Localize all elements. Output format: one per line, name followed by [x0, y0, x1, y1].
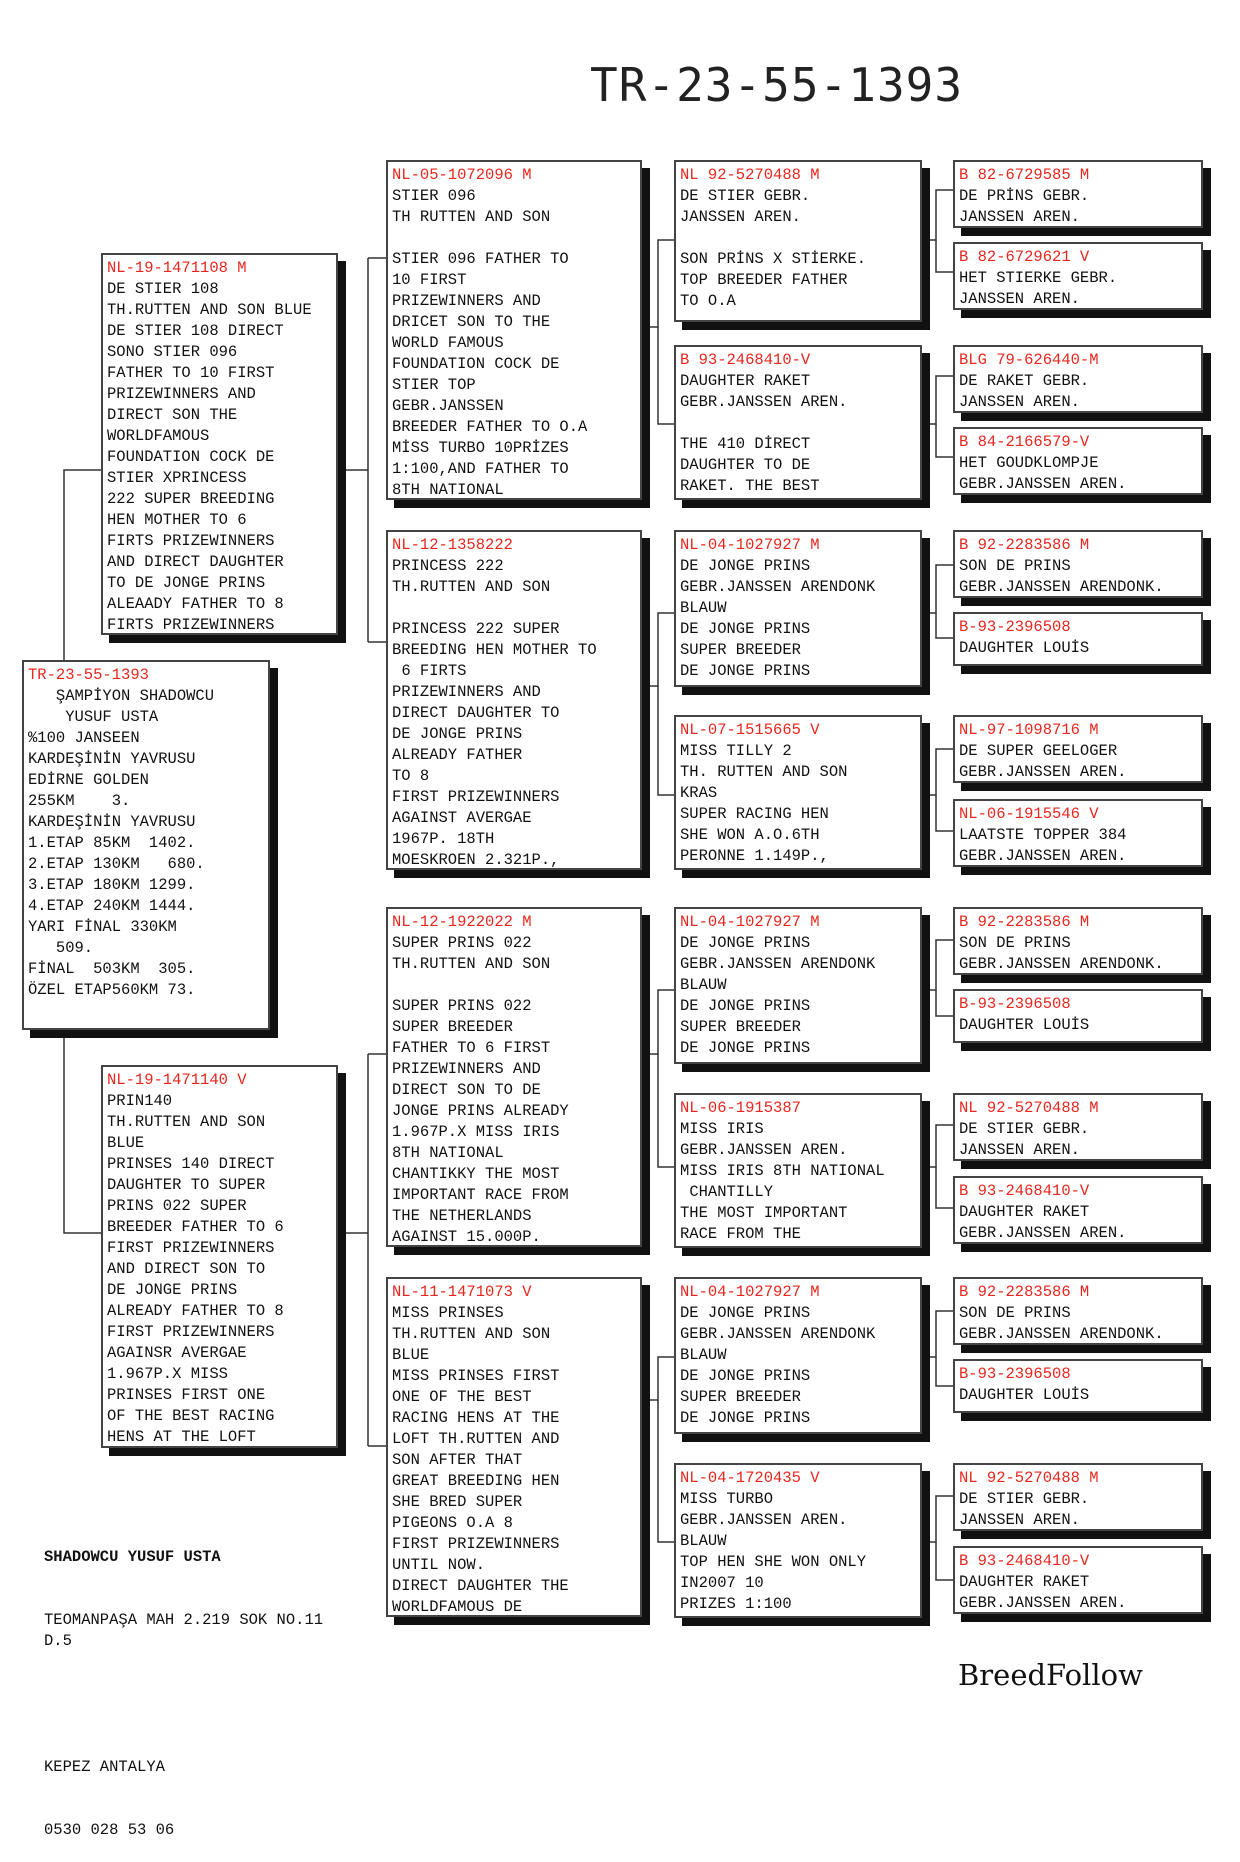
great-grandparent-ring-id: B 93-2468410-V	[680, 351, 811, 369]
gggp-card	[953, 160, 1203, 228]
grandparent-notes: MISS PRINSES TH.RUTTEN AND SON BLUE MISS PRINSES FIRST ONE OF THE BEST RACING HENS AT THE LOFT TH.RUTTEN AND SON AFTER THAT GREAT BREEDING HEN SHE BRED SUPER PIGEONS O.A 8 FIRST PRIZEWINNERS UNTIL NOW. DIRECT DAUGHTER THE WORLDFAMOUS DE	[392, 1304, 569, 1616]
grandparent-card	[386, 160, 642, 500]
gggp-notes: HET STIERKE GEBR. JANSSEN AREN.	[959, 269, 1118, 308]
gggp-notes: DE STIER GEBR. JANSSEN AREN.	[959, 1120, 1090, 1159]
great-grandparent-card	[674, 160, 922, 322]
great-grandparent-notes: MISS IRIS GEBR.JANSSEN AREN. MISS IRIS 8TH NATIONAL CHANTILLY THE MOST IMPORTANT RACE FROM THE	[680, 1120, 885, 1243]
owner-phone: 0530 028 53 06	[44, 1821, 175, 1839]
gggp-card	[953, 1277, 1203, 1345]
gggp-ring-id: B 93-2468410-V	[959, 1182, 1090, 1200]
gggp-notes: DAUGHTER LOUİS	[959, 1016, 1090, 1034]
gggp-ring-id: NL-97-1098716 M	[959, 721, 1099, 739]
great-grandparent-ring-id: NL-04-1027927 M	[680, 536, 820, 554]
gggp-card	[953, 1463, 1203, 1531]
gggp-card	[953, 242, 1203, 310]
owner-info	[44, 1505, 374, 1862]
sire-notes: DE STIER 108 TH.RUTTEN AND SON BLUE DE STIER 108 DIRECT SONO STIER 096 FATHER TO 10 FIRST PRIZEWINNERS AND DIRECT SON THE WORLDFAMOUS FOUNDATION COCK DE STIER XPRINCESS 222 SUPER BREEDING HEN MOTHER TO 6 FIRTS PRIZEWINNERS AND DIRECT DAUGHTER TO DE JONGE PRINS ALEAADY FATHER TO 8 FIRTS PRIZEWINNERS	[107, 280, 312, 634]
gggp-notes: DE SUPER GEELOGER GEBR.JANSSEN AREN.	[959, 742, 1127, 781]
gggp-ring-id: BLG 79-626440-M	[959, 351, 1099, 369]
gggp-ring-id: B 92-2283586 M	[959, 913, 1090, 931]
great-grandparent-notes: DAUGHTER RAKET GEBR.JANSSEN AREN. THE 410 DİRECT DAUGHTER TO DE RAKET. THE BEST	[680, 372, 848, 495]
gggp-notes: DE PRİNS GEBR. JANSSEN AREN.	[959, 187, 1090, 226]
gggp-ring-id: NL-06-1915546 V	[959, 805, 1099, 823]
gggp-ring-id: B 92-2283586 M	[959, 536, 1090, 554]
great-grandparent-ring-id: NL-04-1027927 M	[680, 913, 820, 931]
gggp-notes: DAUGHTER RAKET GEBR.JANSSEN AREN.	[959, 1203, 1127, 1242]
grandparent-ring-id: NL-11-1471073 V	[392, 1283, 532, 1301]
great-grandparent-notes: MISS TURBO GEBR.JANSSEN AREN. BLAUW TOP HEN SHE WON ONLY IN2007 10 PRIZES 1:100	[680, 1490, 867, 1613]
gggp-ring-id: NL 92-5270488 M	[959, 1099, 1099, 1117]
sire-card	[101, 253, 338, 635]
grandparent-card	[386, 907, 642, 1247]
great-grandparent-card	[674, 907, 922, 1064]
gggp-card	[953, 715, 1203, 783]
great-grandparent-notes: MISS TILLY 2 TH. RUTTEN AND SON KRAS SUPER RACING HEN SHE WON A.O.6TH PERONNE 1.149P.,	[680, 742, 848, 865]
great-grandparent-ring-id: NL-06-1915387	[680, 1099, 801, 1117]
dam-ring-id: NL-19-1471140 V	[107, 1071, 247, 1089]
grandparent-card	[386, 1277, 642, 1617]
grandparent-notes: STIER 096 TH RUTTEN AND SON STIER 096 FATHER TO 10 FIRST PRIZEWINNERS AND DRICET SON TO THE WORLD FAMOUS FOUNDATION COCK DE STIER TOP GEBR.JANSSEN BREEDER FATHER TO O.A MİSS TURBO 10PRİZES 1:100,AND FATHER TO 8TH NATIONAL	[392, 187, 588, 499]
grandparent-ring-id: NL-12-1358222	[392, 536, 513, 554]
gggp-card	[953, 1093, 1203, 1161]
great-grandparent-notes: DE STIER GEBR. JANSSEN AREN. SON PRİNS X STİERKE. TOP BREEDER FATHER TO O.A	[680, 187, 867, 310]
great-grandparent-card	[674, 530, 922, 687]
gggp-ring-id: B 82-6729621 V	[959, 248, 1090, 266]
great-grandparent-notes: DE JONGE PRINS GEBR.JANSSEN ARENDONK BLAUW DE JONGE PRINS SUPER BREEDER DE JONGE PRINS	[680, 557, 876, 680]
great-grandparent-ring-id: NL-04-1027927 M	[680, 1283, 820, 1301]
gggp-ring-id: B 84-2166579-V	[959, 433, 1090, 451]
gggp-card	[953, 345, 1203, 413]
gggp-card	[953, 427, 1203, 495]
dam-notes: PRIN140 TH.RUTTEN AND SON BLUE PRINSES 140 DIRECT DAUGHTER TO SUPER PRINS 022 SUPER BREEDER FATHER TO 6 FIRST PRIZEWINNERS AND DIRECT SON TO DE JONGE PRINS ALREADY FATHER TO 8 FIRST PRIZEWINNERS AGAINSR AVERGAE 1.967P.X MISS PRINSES FIRST ONE OF THE BEST RACING HENS AT THE LOFT	[107, 1092, 284, 1446]
great-grandparent-card	[674, 1093, 922, 1248]
dam-card	[101, 1065, 338, 1448]
gggp-notes: DAUGHTER LOUİS	[959, 1386, 1090, 1404]
great-grandparent-card	[674, 1463, 922, 1618]
gggp-card	[953, 1176, 1203, 1244]
gggp-card	[953, 530, 1203, 598]
great-grandparent-card	[674, 715, 922, 870]
gggp-ring-id: B-93-2396508	[959, 995, 1071, 1013]
grandparent-notes: PRINCESS 222 TH.RUTTEN AND SON PRINCESS 222 SUPER BREEDING HEN MOTHER TO 6 FIRTS PRIZEWINNERS AND DIRECT DAUGHTER TO DE JONGE PRINS ALREADY FATHER TO 8 FIRST PRIZEWINNERS AGAINST AVERGAE 1967P. 18TH MOESKROEN 2.321P.,	[392, 557, 597, 869]
gggp-notes: DE RAKET GEBR. JANSSEN AREN.	[959, 372, 1090, 411]
owner-address: TEOMANPAŞA MAH 2.219 SOK NO.11 D.5	[44, 1611, 324, 1650]
gggp-card	[953, 799, 1203, 867]
gggp-ring-id: NL 92-5270488 M	[959, 1469, 1099, 1487]
gggp-card	[953, 1359, 1203, 1413]
great-grandparent-notes: DE JONGE PRINS GEBR.JANSSEN ARENDONK BLAUW DE JONGE PRINS SUPER BREEDER DE JONGE PRINS	[680, 934, 876, 1057]
gggp-card	[953, 989, 1203, 1043]
great-grandparent-card	[674, 345, 922, 500]
gggp-notes: DE STIER GEBR. JANSSEN AREN.	[959, 1490, 1090, 1529]
owner-name: SHADOWCU YUSUF USTA	[44, 1548, 221, 1566]
gggp-notes: DAUGHTER RAKET GEBR.JANSSEN AREN.	[959, 1573, 1127, 1612]
great-grandparent-card	[674, 1277, 922, 1434]
gggp-notes: SON DE PRINS GEBR.JANSSEN ARENDONK.	[959, 934, 1164, 973]
grandparent-ring-id: NL-12-1922022 M	[392, 913, 532, 931]
grandparent-notes: SUPER PRINS 022 TH.RUTTEN AND SON SUPER PRINS 022 SUPER BREEDER FATHER TO 6 FIRST PRIZEWINNERS AND DIRECT SON TO DE JONGE PRINS ALREADY 1.967P.X MISS IRIS 8TH NATIONAL CHANTIKKY THE MOST IMPORTANT RACE FROM THE NETHERLANDS AGAINST 15.000P.	[392, 934, 569, 1246]
gggp-card	[953, 612, 1203, 666]
gggp-notes: SON DE PRINS GEBR.JANSSEN ARENDONK.	[959, 557, 1164, 596]
great-grandparent-ring-id: NL 92-5270488 M	[680, 166, 820, 184]
gggp-ring-id: B-93-2396508	[959, 618, 1071, 636]
gggp-card	[953, 1546, 1203, 1614]
gggp-notes: HET GOUDKLOMPJE GEBR.JANSSEN AREN.	[959, 454, 1127, 493]
great-grandparent-ring-id: NL-07-1515665 V	[680, 721, 820, 739]
owner-city: KEPEZ ANTALYA	[44, 1758, 165, 1776]
gggp-notes: DAUGHTER LOUİS	[959, 639, 1090, 657]
grandparent-card	[386, 530, 642, 870]
great-grandparent-ring-id: NL-04-1720435 V	[680, 1469, 820, 1487]
subject-notes: ŞAMPİYON SHADOWCU YUSUF USTA %100 JANSEEN KARDEŞİNİN YAVRUSU EDİRNE GOLDEN 255KM 3. KARDEŞİNİN YAVRUSU 1.ETAP 85KM 1402. 2.ETAP 130KM 680. 3.ETAP 180KM 1299. 4.ETAP 240KM 1444. YARI FİNAL 330KM 509. FİNAL 503KM 305. ÖZEL ETAP560KM 73.	[28, 687, 215, 999]
brand-logo: BreedFollow	[958, 1658, 1143, 1692]
gggp-ring-id: B 82-6729585 M	[959, 166, 1090, 184]
gggp-ring-id: B 93-2468410-V	[959, 1552, 1090, 1570]
gggp-notes: SON DE PRINS GEBR.JANSSEN ARENDONK.	[959, 1304, 1164, 1343]
subject-card	[22, 660, 270, 1030]
gggp-ring-id: B 92-2283586 M	[959, 1283, 1090, 1301]
subject-ring-id: TR-23-55-1393	[28, 666, 149, 684]
grandparent-ring-id: NL-05-1072096 M	[392, 166, 532, 184]
great-grandparent-notes: DE JONGE PRINS GEBR.JANSSEN ARENDONK BLAUW DE JONGE PRINS SUPER BREEDER DE JONGE PRINS	[680, 1304, 876, 1427]
gggp-ring-id: B-93-2396508	[959, 1365, 1071, 1383]
gggp-card	[953, 907, 1203, 975]
sire-ring-id: NL-19-1471108 M	[107, 259, 247, 277]
gggp-notes: LAATSTE TOPPER 384 GEBR.JANSSEN AREN.	[959, 826, 1127, 865]
page-title: TR-23-55-1393	[590, 58, 964, 112]
